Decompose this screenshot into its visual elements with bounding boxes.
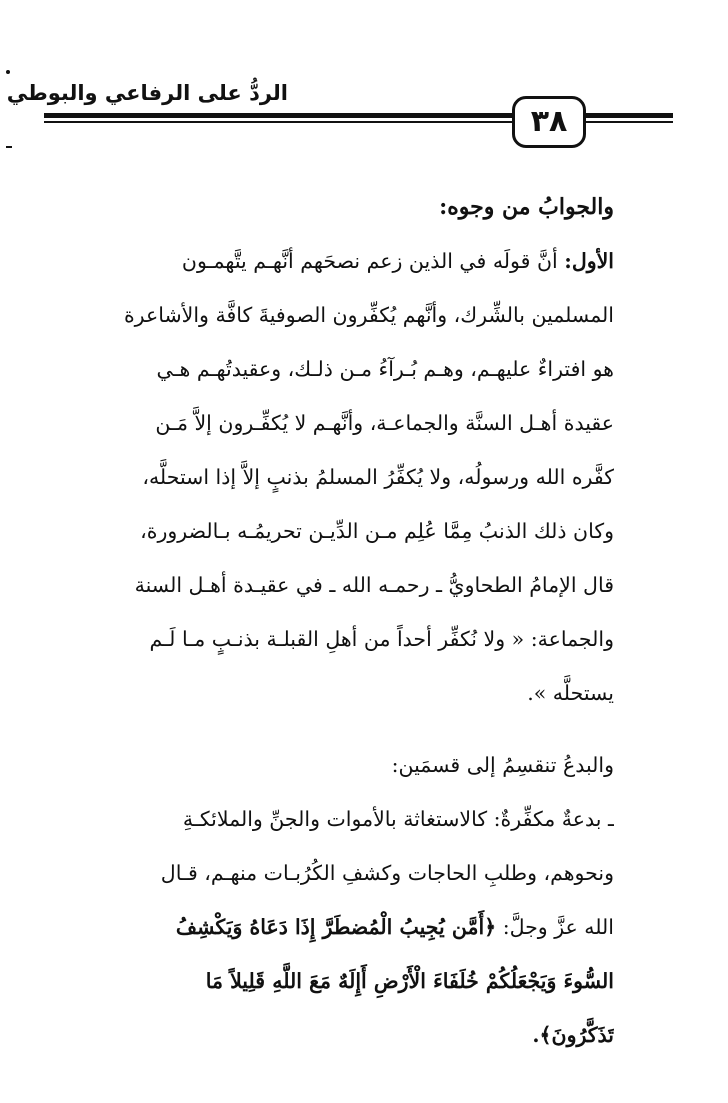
point-label: الأول: <box>564 249 614 273</box>
subsection-heading: والبدعُ تنقسِمُ إلى قسمَين: <box>391 753 614 777</box>
quran-verse: ﴿أَمَّن يُجِيبُ الْمُضطَرَّ إِذَا دَعَاهُ وَيَكْشِفُ <box>175 915 497 939</box>
paragraph-line: يستحلَّه ». <box>527 681 614 705</box>
paragraph-line: كفَّره الله ورسولُه، ولا يُكفِّرُ المسلمُ بذنبٍ إلاَّ إذا استحلَّه، <box>142 465 614 489</box>
paragraph-text: الله عزَّ وجلَّ: <box>502 915 614 939</box>
paragraph-line: قال الإمامُ الطحاويُّ ـ رحمـه الله ـ في عقيـدة أهـل السنة <box>134 573 614 597</box>
quran-verse: السُّوءَ وَيَجْعَلُكُمْ خُلَفَاءَ الْأَرْضِ أَإِلَهٌ مَعَ اللَّهِ قَلِيلاً مَا <box>205 969 614 993</box>
paragraph-gap <box>48 720 614 738</box>
quran-verse: تَذَكَّرُونَ﴾. <box>532 1023 614 1047</box>
paragraph-line: والجماعة: « ولا نُكفِّر أحداً من أهلِ القبلـة بذنـبٍ مـا لَـم <box>149 627 614 651</box>
paragraph-line <box>48 900 614 954</box>
paragraph-line: عقيدة أهـل السنَّة والجماعـة، وأنَّهـم لا يُكفِّـرون إلاَّ مَـن <box>155 411 614 435</box>
page-body <box>48 180 614 1062</box>
page-number: ٣٨ <box>512 96 586 148</box>
header-rule <box>44 121 514 123</box>
page-header <box>0 0 728 160</box>
paragraph-line: وكان ذلك الذنبُ مِمَّا عُلِم مـن الدِّيـن تحريمُـه بـالضرورة، <box>140 519 614 543</box>
paragraph-line <box>48 234 614 288</box>
paragraph-line: المسلمين بالشِّرك، وأنَّهم يُكفِّرون الصوفيةَ كافَّة والأشاعرة <box>123 303 614 327</box>
section-heading: والجوابُ من وجوه: <box>439 194 614 220</box>
margin-mark <box>6 146 12 148</box>
paragraph-text: أنَّ قولَه في الذين زعم نصحَهم أنَّهـم يتَّهمـون <box>181 249 558 273</box>
header-rule <box>585 121 673 123</box>
book-title: الردُّ على الرفاعي والبوطي <box>6 81 288 105</box>
margin-mark <box>6 70 10 74</box>
header-rule <box>585 113 673 118</box>
paragraph-line: هو افتراءٌ عليهـم، وهـم بُـرآءُ مـن ذلـك، وعقيدتُهـم هـي <box>156 357 614 381</box>
paragraph-line: ـ بدعةٌ مكفِّرةٌ: كالاستغاثة بالأموات والجنِّ والملائكـةِ <box>182 807 614 831</box>
header-rule <box>44 113 514 118</box>
paragraph-line: ونحوهم، وطلبِ الحاجات وكشفِ الكُرُبـات منهـم، قـال <box>160 861 614 885</box>
